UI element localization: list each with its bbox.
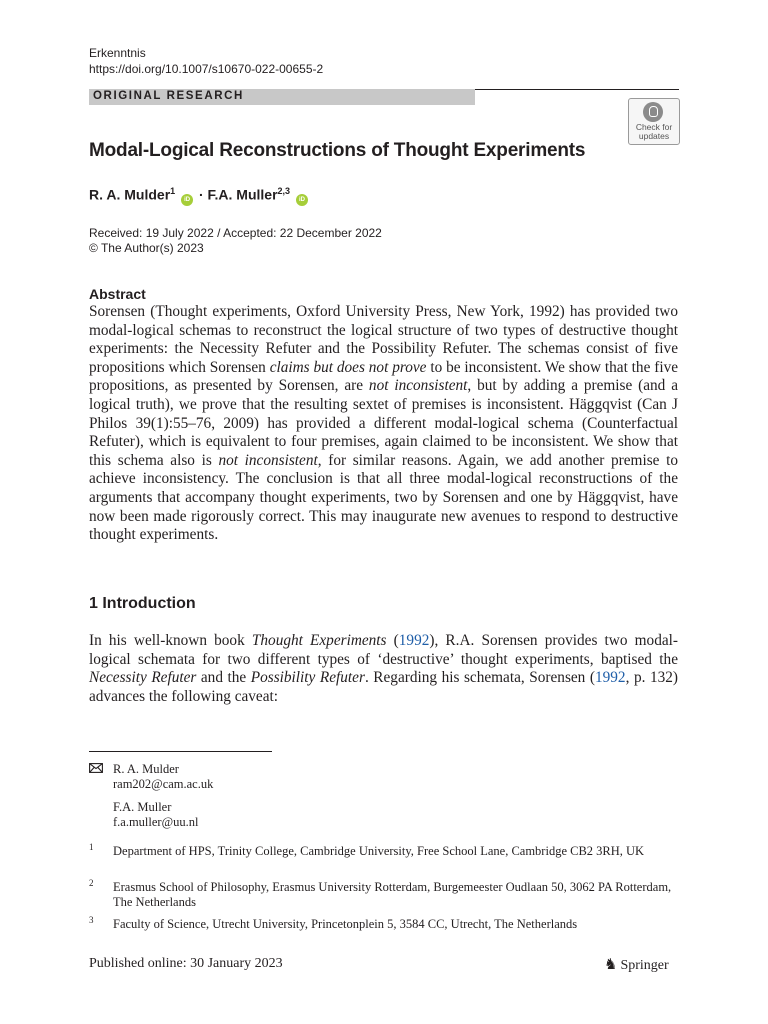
affiliation-text: Erasmus School of Philosophy, Erasmus University Rotterdam, Burgemeester Oudlaan 50, 3062 PA Rotterdam, The Netherlands — [113, 880, 672, 909]
journal-header — [89, 45, 323, 77]
book-title-italic: Thought Experiments — [251, 632, 387, 649]
intro-italic-run: Necessity Refuter — [89, 669, 197, 687]
correspondence-block — [113, 762, 213, 830]
doi-link[interactable]: https://doi.org/10.1007/s10670-022-00655-2 — [89, 62, 324, 76]
abstract-text-run: Sorensen (Thought experiments, Oxford University Press, New York, 1992) has provided two modal-logical schemas to reconstruct the logical structure of two types of destructive thought experiments: the Necessity Refuter and the Possibility Refuter. The schemas consist of five propositions which Sorensen — [89, 303, 678, 376]
received-accepted-dates: Received: 19 July 2022 / Accepted: 22 December 2022 — [89, 226, 382, 240]
intro-text-run: ( — [386, 632, 399, 649]
springer-horse-icon: ♞ — [604, 957, 618, 973]
abstract-italic-run: not inconsistent — [368, 377, 468, 395]
article-dates — [89, 226, 382, 256]
abstract-text-run: , for similar reasons. Again, we add another premise to achieve inconsistency. The conclusion is that all three modal-logical reconstructions of the arguments that accompany thought experiments, two by Sorensen and one by Häggqvist, have now been made rigorously correct. This may inaugurate new avenues to respond to destructive thought experiments. — [89, 451, 678, 544]
intro-italic-run: Possibility Refuter — [250, 669, 365, 687]
orcid-icon[interactable]: iD — [181, 194, 193, 206]
contact-name: R. A. Mulder — [113, 762, 179, 776]
published-online-date: Published online: 30 January 2023 — [89, 956, 283, 971]
orcid-icon[interactable]: iD — [296, 194, 308, 206]
affiliation-number: 3 — [89, 915, 94, 925]
check-for-updates-label: Check for updates — [635, 122, 673, 141]
header-rule — [475, 89, 679, 90]
envelope-icon — [89, 762, 103, 776]
bookmark-icon — [643, 102, 663, 122]
abstract-text-run: to be inconsistent. We show that the five propositions, as presented by Sorensen, are — [89, 358, 679, 395]
affiliation-text: Faculty of Science, Utrecht University, Princetonplein 5, 3584 CC, Utrecht, The Netherlands — [113, 917, 578, 931]
introduction-paragraph — [89, 632, 678, 706]
intro-text-run: and the — [196, 669, 251, 687]
article-title: Modal-Logical Reconstructions of Thought Experiments — [89, 140, 586, 161]
abstract-text — [89, 303, 678, 545]
contact-name: F.A. Muller — [113, 800, 172, 814]
abstract-italic-run: not inconsistent — [218, 451, 318, 469]
abstract-heading: Abstract — [89, 286, 146, 302]
intro-text-run: . Regarding his schemata, Sorensen ( — [364, 669, 595, 687]
intro-text-run: ), R.A. Sorensen provides two modal-logical schemata for two different types of ‘destructive’ thought experiments, baptised the — [89, 632, 678, 668]
publisher-name: Springer — [620, 958, 669, 973]
article-type-label: ORIGINAL RESEARCH — [93, 90, 244, 102]
contact-email[interactable]: ram202@cam.ac.uk — [113, 777, 214, 791]
abstract-italic-run: claims but does not prove — [269, 358, 427, 376]
citation-link[interactable]: 1992 — [594, 669, 626, 687]
citation-link[interactable]: 1992 — [398, 632, 430, 649]
author-separator: · — [195, 186, 208, 203]
abstract-text-run: , but by adding a premise (and a logical truth), we prove that the resulting sextet of premises is inconsistent. Häggqvist (Can J Philos 39(1):55–76, 2009) has provided a different modal-logical schema (Counterfactual Refuter), which is equivalent to four premises, again claimed to be inconsistent. We show that this schema also is — [89, 377, 678, 469]
intro-text-run: In his well-known book — [89, 632, 252, 649]
footnote-rule — [89, 751, 272, 752]
check-for-updates-badge[interactable] — [628, 98, 680, 145]
publisher-logo — [604, 955, 669, 974]
affiliation-number: 2 — [89, 878, 94, 888]
contact-email[interactable]: f.a.muller@uu.nl — [113, 815, 199, 829]
affiliation-text: Department of HPS, Trinity College, Cambridge University, Free School Lane, Cambridge CB2 3RH, UK — [113, 844, 645, 858]
affiliation-number: 1 — [89, 842, 94, 852]
journal-name: Erkenntnis — [89, 46, 146, 60]
author-name[interactable]: F.A. Muller — [207, 186, 278, 203]
copyright-line: © The Author(s) 2023 — [89, 241, 204, 255]
author-name[interactable]: R. A. Mulder — [89, 186, 171, 203]
intro-text-run: , p. 132) advances the following caveat: — [89, 669, 679, 705]
author-line — [89, 186, 310, 206]
author-affiliation-mark: 1 — [170, 186, 176, 196]
article-type-banner — [89, 89, 475, 105]
section-heading-introduction: 1 Introduction — [89, 595, 196, 612]
author-affiliation-mark: 2,3 — [277, 186, 291, 196]
